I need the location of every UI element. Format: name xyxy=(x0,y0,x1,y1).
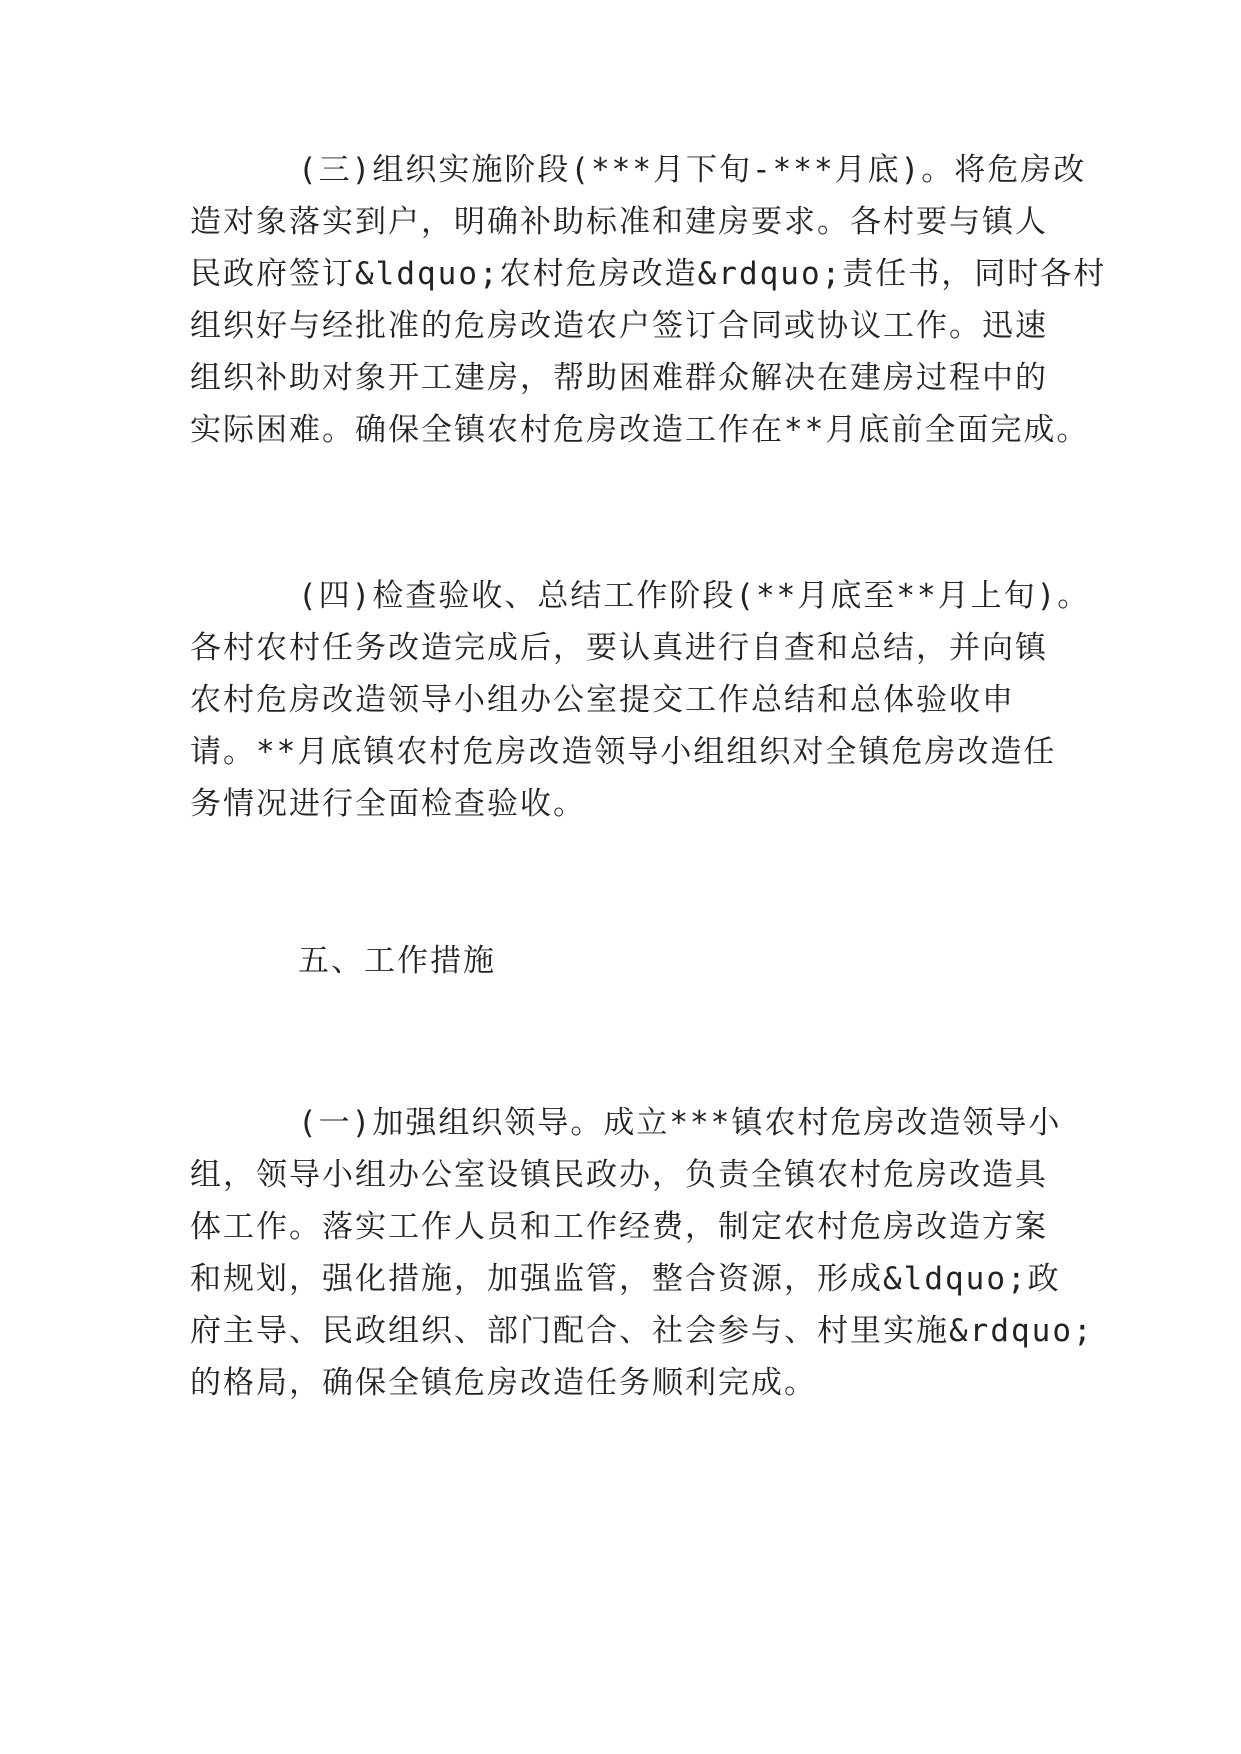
stage-3-line-2: 造对象落实到户，明确补助标准和建房要求。各村要与镇人 xyxy=(190,204,1048,240)
stage-4-line-1: (四)检查验收、总结工作阶段(**月底至**月上旬)。 xyxy=(298,578,1091,614)
section-heading: 五、工作措施 xyxy=(298,943,496,979)
stage-3-line-6: 实际困难。确保全镇农村危房改造工作在**月底前全面完成。 xyxy=(190,412,1090,448)
stage-3-line-4: 组织好与经批准的危房改造农户签订合同或协议工作。迅速 xyxy=(190,308,1048,344)
stage-3-line-1: (三)组织实施阶段(***月下旬-***月底)。将危房改 xyxy=(298,152,1087,188)
measure-1-line-1: (一)加强组织领导。成立***镇农村危房改造领导小 xyxy=(298,1105,1062,1141)
stage-4-line-3: 农村危房改造领导小组办公室提交工作总结和总体验收申 xyxy=(190,682,1015,718)
measure-1-line-5: 府主导、民政组织、部门配合、社会参与、村里实施&rdquo; xyxy=(190,1313,1094,1349)
measure-1-line-2: 组，领导小组办公室设镇民政办，负责全镇农村危房改造具 xyxy=(190,1157,1048,1193)
measure-1-line-4: 和规划，强化措施，加强监管，整合资源，形成&ldquo;政 xyxy=(190,1261,1061,1297)
stage-4-line-2: 各村农村任务改造完成后，要认真进行自查和总结，并向镇 xyxy=(190,630,1048,666)
measure-1-line-6: 的格局，确保全镇危房改造任务顺利完成。 xyxy=(190,1365,817,1401)
stage-4-line-5: 务情况进行全面检查验收。 xyxy=(190,786,586,822)
stage-3-line-5: 组织补助对象开工建房，帮助困难群众解决在建房过程中的 xyxy=(190,360,1048,396)
stage-4-line-4: 请。**月底镇农村危房改造领导小组组织对全镇危房改造任 xyxy=(190,734,1057,770)
measure-1-line-3: 体工作。落实工作人员和工作经费，制定农村危房改造方案 xyxy=(190,1209,1048,1245)
stage-3-line-3: 民政府签订&ldquo;农村危房改造&rdquo;责任书，同时各村 xyxy=(190,256,1107,292)
